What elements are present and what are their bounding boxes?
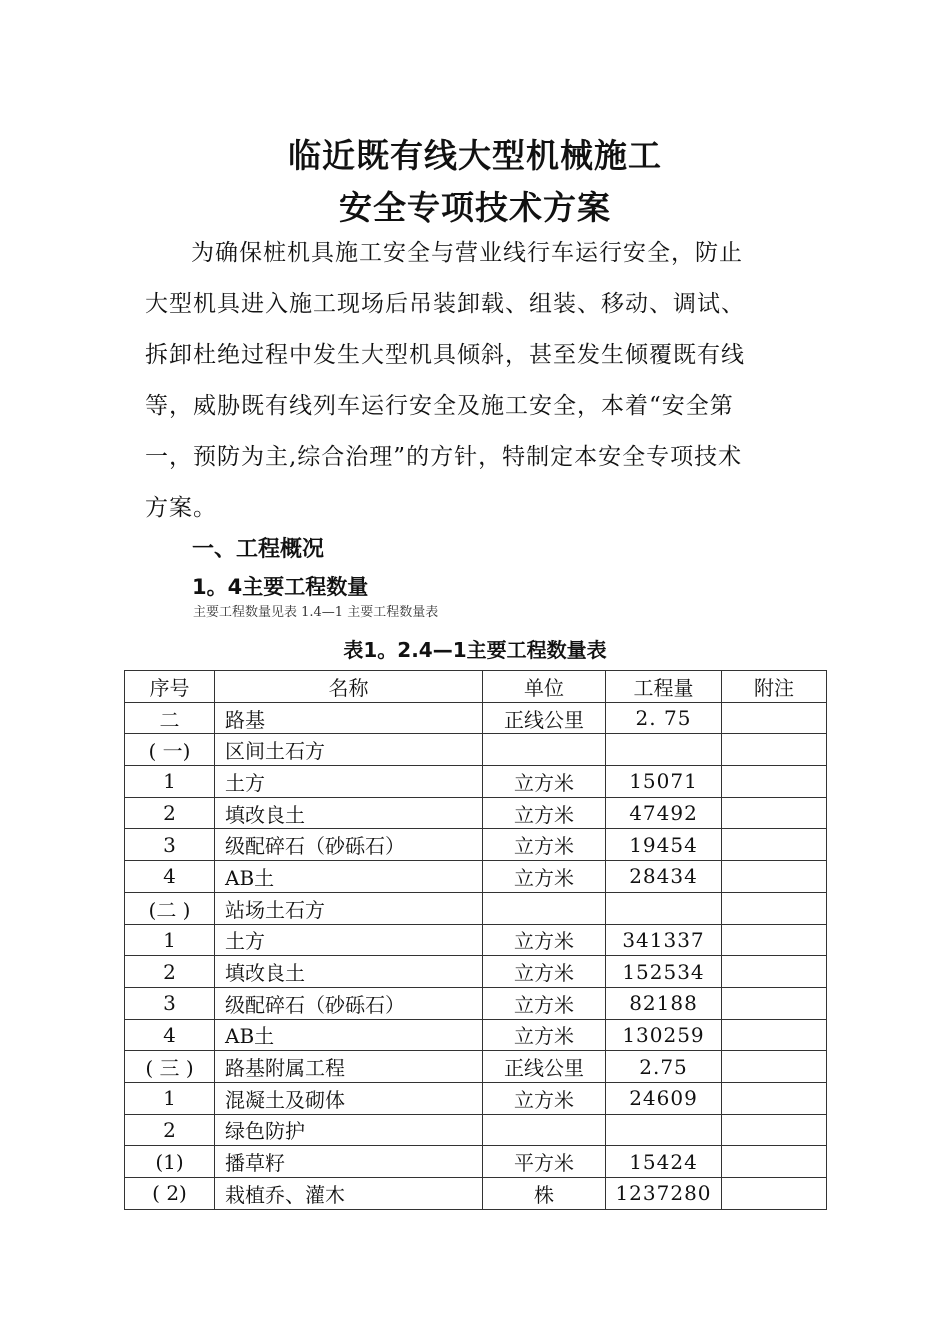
subsection-heading: 1。4主要工程数量 <box>192 575 369 599</box>
intro-line: 为确保桩机具施工安全与营业线行车运行安全，防止 <box>191 240 743 266</box>
header-unit: 单位 <box>483 671 606 703</box>
cell-remark <box>722 1146 827 1178</box>
cell-seq: (二 ) <box>125 892 215 924</box>
header-name: 名称 <box>215 671 483 703</box>
cell-unit: 立方米 <box>483 1019 606 1051</box>
cell-name: 路基 <box>215 702 483 734</box>
cell-name: 绿色防护 <box>215 1114 483 1146</box>
cell-seq: 二 <box>125 702 215 734</box>
table-row <box>125 861 827 893</box>
cell-seq: ( 三 ) <box>125 1051 215 1083</box>
intro-paragraph <box>145 228 807 534</box>
cell-quantity: 28434 <box>606 861 722 893</box>
cell-name: 级配碎石（砂砾石） <box>215 829 483 861</box>
cell-unit: 立方米 <box>483 956 606 988</box>
cell-unit: 立方米 <box>483 861 606 893</box>
cell-unit <box>483 734 606 766</box>
cell-remark <box>722 734 827 766</box>
cell-quantity: 152534 <box>606 956 722 988</box>
cell-unit: 立方米 <box>483 987 606 1019</box>
table-row <box>125 1019 827 1051</box>
table-row <box>125 1082 827 1114</box>
table-row <box>125 1114 827 1146</box>
cell-quantity: 24609 <box>606 1082 722 1114</box>
cell-quantity <box>606 734 722 766</box>
cell-unit: 株 <box>483 1178 606 1210</box>
table-note: 主要工程数量见表 1.4—1 主要工程数量表 <box>193 605 439 620</box>
cell-name: 土方 <box>215 766 483 798</box>
cell-remark <box>722 1178 827 1210</box>
header-remark: 附注 <box>722 671 827 703</box>
cell-quantity: 2. 75 <box>606 702 722 734</box>
table-row <box>125 956 827 988</box>
cell-remark <box>722 956 827 988</box>
cell-remark <box>722 892 827 924</box>
cell-quantity: 19454 <box>606 829 722 861</box>
cell-unit: 正线公里 <box>483 702 606 734</box>
cell-remark <box>722 797 827 829</box>
document-title-line1: 临近既有线大型机械施工 <box>288 136 662 175</box>
cell-quantity: 15424 <box>606 1146 722 1178</box>
cell-remark <box>722 829 827 861</box>
cell-name: 站场土石方 <box>215 892 483 924</box>
cell-name: 栽植乔、灌木 <box>215 1178 483 1210</box>
intro-line: 等，威胁既有线列车运行安全及施工安全，本着“安全第 <box>145 393 734 419</box>
intro-line: 大型机具进入施工现场后吊装卸载、组装、移动、调试、 <box>145 291 745 317</box>
cell-quantity <box>606 892 722 924</box>
header-seq: 序号 <box>125 671 215 703</box>
table-row <box>125 766 827 798</box>
cell-quantity <box>606 1114 722 1146</box>
cell-unit <box>483 1114 606 1146</box>
cell-quantity: 2.75 <box>606 1051 722 1083</box>
cell-name: AB土 <box>215 861 483 893</box>
cell-remark <box>722 1019 827 1051</box>
cell-quantity: 82188 <box>606 987 722 1019</box>
cell-seq: 4 <box>125 1019 215 1051</box>
cell-name: 路基附属工程 <box>215 1051 483 1083</box>
intro-line: 方案。 <box>145 495 217 521</box>
cell-quantity: 341337 <box>606 924 722 956</box>
cell-seq: 1 <box>125 766 215 798</box>
table-row <box>125 1146 827 1178</box>
cell-unit: 立方米 <box>483 924 606 956</box>
table-header-row <box>125 671 827 703</box>
cell-quantity: 130259 <box>606 1019 722 1051</box>
cell-unit <box>483 892 606 924</box>
header-quantity: 工程量 <box>606 671 722 703</box>
document-title-line2: 安全专项技术方案 <box>339 188 611 227</box>
cell-remark <box>722 861 827 893</box>
cell-remark <box>722 924 827 956</box>
cell-seq: 4 <box>125 861 215 893</box>
intro-line: 拆卸杜绝过程中发生大型机具倾斜，甚至发生倾覆既有线 <box>145 342 745 368</box>
cell-remark <box>722 702 827 734</box>
cell-seq: 1 <box>125 1082 215 1114</box>
cell-name: AB土 <box>215 1019 483 1051</box>
cell-unit: 立方米 <box>483 766 606 798</box>
cell-quantity: 15071 <box>606 766 722 798</box>
cell-seq: (1) <box>125 1146 215 1178</box>
cell-name: 混凝土及砌体 <box>215 1082 483 1114</box>
table-row <box>125 829 827 861</box>
cell-quantity: 1237280 <box>606 1178 722 1210</box>
cell-name: 级配碎石（砂砾石） <box>215 987 483 1019</box>
cell-seq: 1 <box>125 924 215 956</box>
table-row <box>125 987 827 1019</box>
table-row <box>125 702 827 734</box>
cell-name: 播草籽 <box>215 1146 483 1178</box>
cell-unit: 正线公里 <box>483 1051 606 1083</box>
cell-seq: ( 一) <box>125 734 215 766</box>
cell-unit: 立方米 <box>483 797 606 829</box>
cell-remark <box>722 766 827 798</box>
cell-unit: 立方米 <box>483 829 606 861</box>
cell-seq: ( 2) <box>125 1178 215 1210</box>
cell-quantity: 47492 <box>606 797 722 829</box>
cell-remark <box>722 1114 827 1146</box>
cell-unit: 立方米 <box>483 1082 606 1114</box>
cell-seq: 3 <box>125 987 215 1019</box>
table-row <box>125 734 827 766</box>
section-heading: 一、工程概况 <box>192 537 325 562</box>
cell-seq: 3 <box>125 829 215 861</box>
table-row <box>125 1178 827 1210</box>
cell-name: 区间土石方 <box>215 734 483 766</box>
table-caption: 表1。2.4—1主要工程数量表 <box>343 638 607 662</box>
cell-seq: 2 <box>125 956 215 988</box>
cell-remark <box>722 987 827 1019</box>
table-row <box>125 797 827 829</box>
cell-remark <box>722 1051 827 1083</box>
table-row <box>125 1051 827 1083</box>
table-row <box>125 892 827 924</box>
cell-name: 填改良土 <box>215 797 483 829</box>
intro-line: 一，预防为主,综合治理”的方针，特制定本安全专项技术 <box>145 444 743 470</box>
cell-remark <box>722 1082 827 1114</box>
cell-name: 填改良土 <box>215 956 483 988</box>
table-row <box>125 924 827 956</box>
cell-seq: 2 <box>125 1114 215 1146</box>
cell-unit: 平方米 <box>483 1146 606 1178</box>
cell-seq: 2 <box>125 797 215 829</box>
quantities-table <box>124 670 827 1210</box>
cell-name: 土方 <box>215 924 483 956</box>
